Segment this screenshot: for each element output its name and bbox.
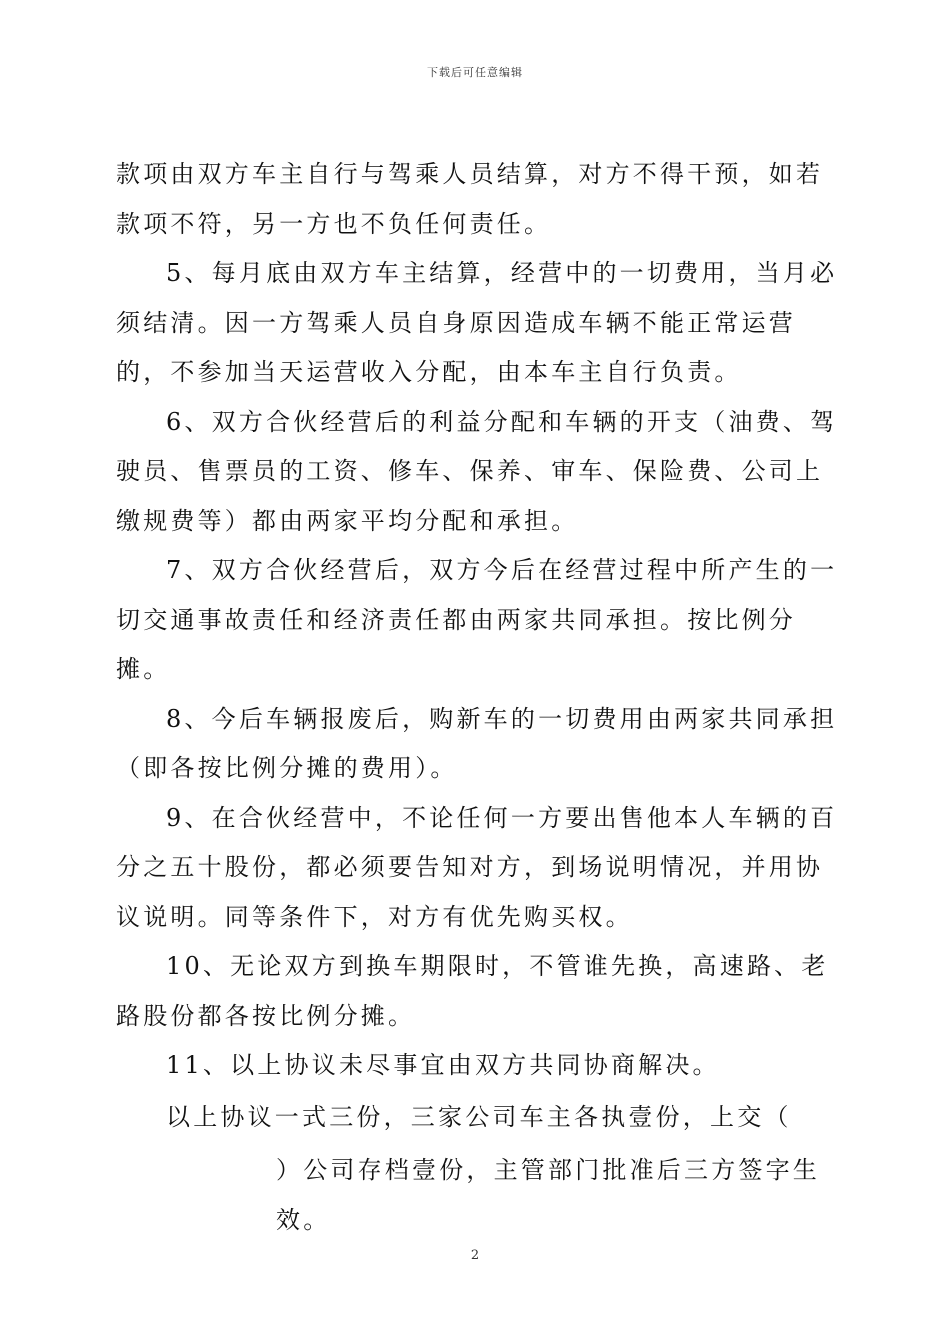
paragraph-clause-7: 7、双方合伙经营后，双方今后在经营过程中所产生的一切交通事故责任和经济责任都由两家共同承担。按比例分摊。: [116, 556, 838, 683]
paragraph-clause-10: 10、无论双方到换车期限时，不管谁先换，高速路、老路股份都各按比例分摊。: [116, 952, 829, 1030]
paragraph-continuation: 款项由双方车主自行与驾乘人员结算，对方不得干预，如若款项不符，另一方也不负任何责任。: [116, 160, 824, 238]
paragraph-clause-9: 9、在合伙经营中，不论任何一方要出售他本人车辆的百分之五十股份，都必须要告知对方，到场说明情况，并用协议说明。同等条件下，对方有优先购买权。: [116, 803, 838, 931]
document-body: [116, 150, 838, 1245]
paragraph-clause-6: 6、双方合伙经营后的利益分配和车辆的开支（油费、驾驶员、售票员的工资、修车、保养、审车、保险费、公司上缴规费等）都由两家平均分配和承担。: [116, 407, 838, 535]
paragraph-clause-5: 5、每月底由双方车主结算，经营中的一切费用，当月必须结清。因一方驾乘人员自身原因造成车辆不能正常运营的，不参加当天运营收入分配，由本车主自行负责。: [116, 259, 838, 386]
page-header: 下载后可任意编辑: [427, 66, 523, 79]
paragraph-clause-11: 11、以上协议未尽事宜由双方共同协商解决。: [166, 1051, 720, 1079]
paragraph-clause-8: 8、今后车辆报废后，购新车的一切费用由两家共同承担（即各按比例分摊的费用）。: [116, 704, 838, 782]
page-number: 2: [470, 1248, 480, 1263]
closing-line-2: ）公司存档壹份，主管部门批准后三方签字生效。: [276, 1156, 820, 1234]
closing-line-1: 以上协议一式三份，三家公司车主各执壹份，上交（: [166, 1102, 792, 1131]
